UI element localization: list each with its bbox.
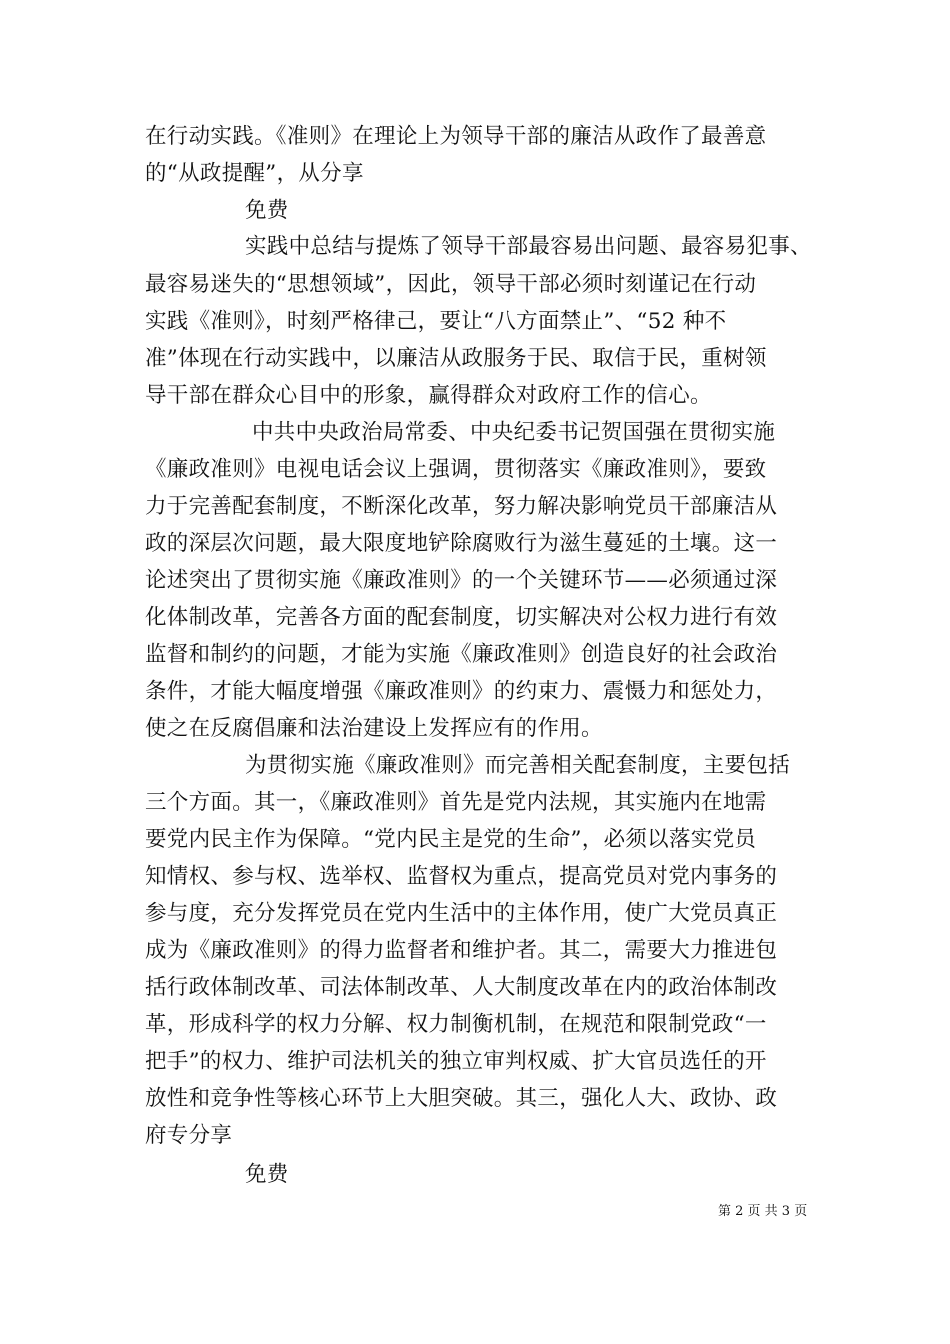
paragraph-line: 《廉政准则》电视电话会议上强调，贯彻落实《廉政准则》，要致 <box>145 457 767 482</box>
paragraph-line: 为贯彻实施《廉政准则》而完善相关配套制度，主要包括 <box>245 753 791 778</box>
paragraph-line: 把手”的权力、维护司法机关的独立审判权威、扩大官员选任的开 <box>145 1049 767 1074</box>
paragraph-line: 导干部在群众心目中的形象，赢得群众对政府工作的信心。 <box>145 383 712 408</box>
paragraph-line: 要党内民主作为保障。“党内民主是党的生命”，必须以落实党员 <box>145 827 757 852</box>
paragraph-line: 革，形成科学的权力分解、权力制衡机制，在规范和限制党政“一 <box>145 1012 767 1037</box>
paragraph-line: 论述突出了贯彻实施《廉政准则》的一个关键环节——必须通过深 <box>145 568 778 593</box>
paragraph-line: 知情权、参与权、选举权、监督权为重点，提高党员对党内事务的 <box>145 864 778 889</box>
paragraph-line: 括行政体制改革、司法体制改革、人大制度改革在内的政治体制改 <box>145 975 778 1000</box>
paragraph-line: 使之在反腐倡廉和法治建设上发挥应有的作用。 <box>145 716 603 741</box>
paragraph-line: 成为《廉政准则》的得力监督者和维护者。其二，需要大力推进包 <box>145 938 778 963</box>
paragraph-line: 在行动实践。《准则》在理论上为领导干部的廉洁从政作了最善意 <box>145 124 767 149</box>
paragraph-line: 实践《准则》，时刻严格律己，要让“八方面禁止”、“52 种不 <box>145 309 727 334</box>
paragraph-line: 免费 <box>245 1162 289 1187</box>
paragraph-line: 监督和制约的问题，才能为实施《廉政准则》创造良好的社会政治 <box>145 642 778 667</box>
paragraph-line: 免费 <box>245 198 289 223</box>
paragraph-line: 参与度，充分发挥党员在党内生活中的主体作用，使广大党员真正 <box>145 901 778 926</box>
paragraph-line: 中共中央政治局常委、中央纪委书记贺国强在贯彻实施 <box>252 420 776 445</box>
page-number: 第 2 页 共 3 页 <box>718 1204 808 1219</box>
paragraph-line: 政的深层次问题，最大限度地铲除腐败行为滋生蔓延的土壤。这一 <box>145 531 778 556</box>
paragraph-line: 条件，才能大幅度增强《廉政准则》的约束力、震慑力和惩处力， <box>145 679 778 704</box>
paragraph-line: 的“从政提醒”，从分享 <box>145 161 364 186</box>
paragraph-line: 力于完善配套制度，不断深化改革，努力解决影响党员干部廉洁从 <box>145 494 778 519</box>
paragraph-line: 三个方面。其一，《廉政准则》首先是党内法规，其实施内在地需 <box>145 790 767 815</box>
paragraph-line: 最容易迷失的“思想领域”，因此，领导干部必须时刻谨记在行动 <box>145 272 757 297</box>
paragraph-line: 准”体现在行动实践中，以廉洁从政服务于民、取信于民，重树领 <box>145 346 767 371</box>
paragraph-line: 实践中总结与提炼了领导干部最容易出问题、最容易犯事、 <box>245 234 812 259</box>
paragraph-line: 府专分享 <box>145 1123 233 1148</box>
paragraph-line: 化体制改革，完善各方面的配套制度，切实解决对公权力进行有效 <box>145 605 778 630</box>
paragraph-line: 放性和竞争性等核心环节上大胆突破。其三，强化人大、政协、政 <box>145 1086 778 1111</box>
